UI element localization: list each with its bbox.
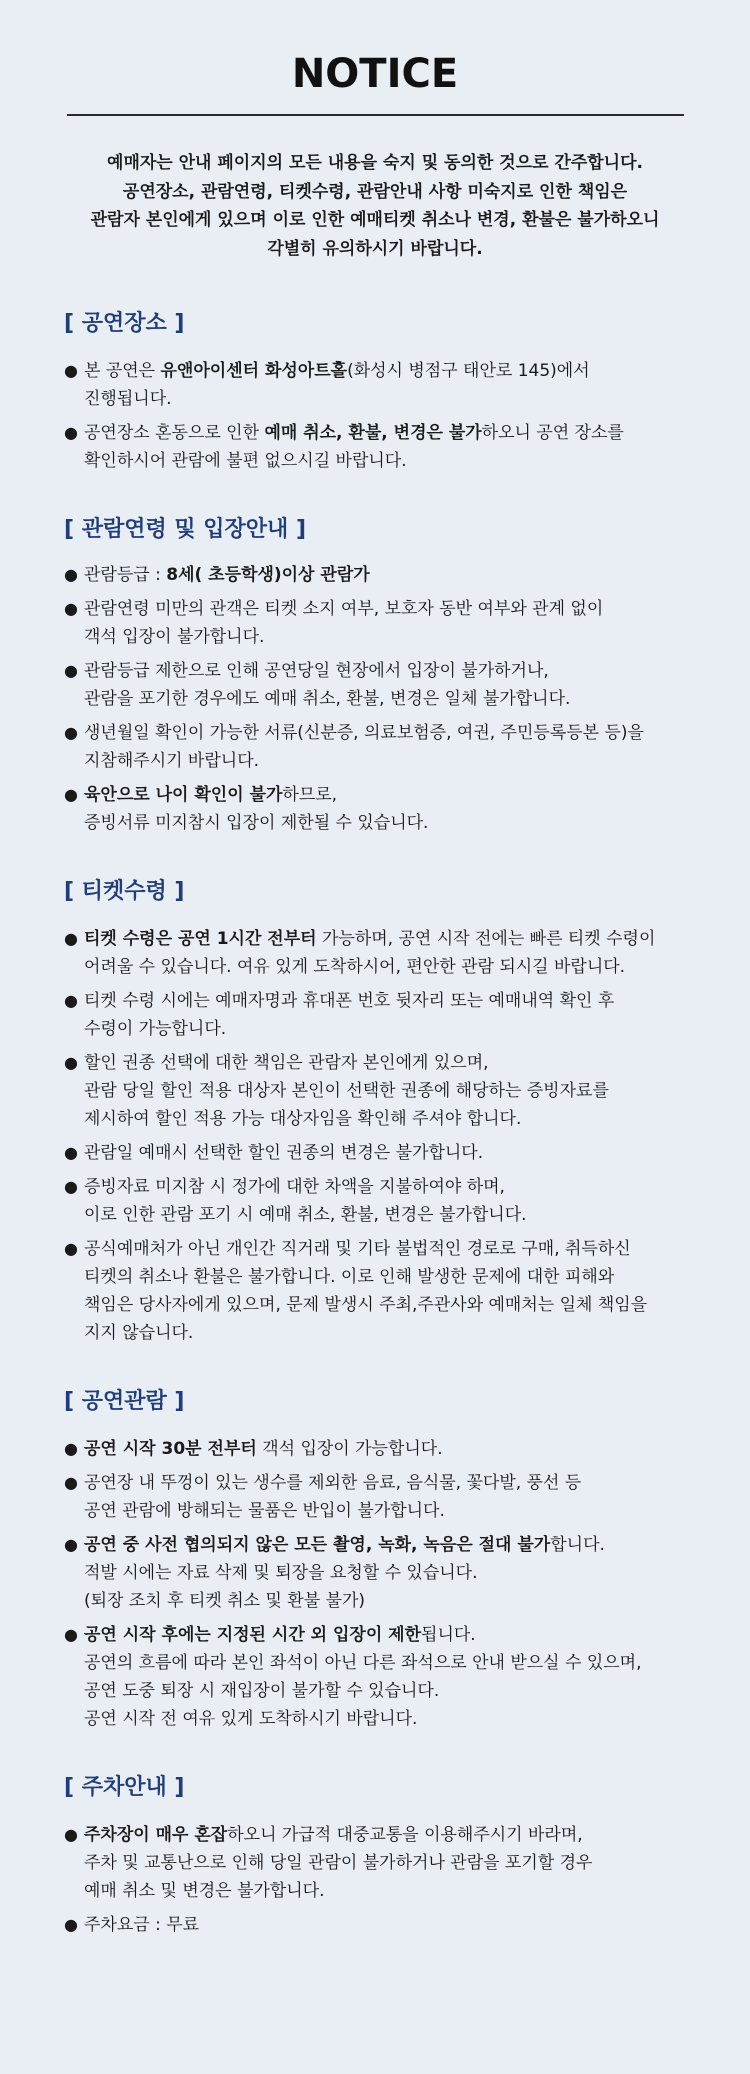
item-text: 관람 당일 할인 적용 대상자 본인이 선택한 권종에 해당하는 증빙자료를 — [84, 1081, 609, 1101]
item-line — [84, 1705, 710, 1733]
list-item — [64, 595, 710, 651]
item-text: 공연장소 혼동으로 인한 — [84, 423, 265, 443]
section-title: [ 공연장소 ] — [64, 311, 185, 336]
item-line — [84, 657, 710, 685]
item-text: 공연 도중 퇴장 시 재입장이 불가할 수 있습니다. — [84, 1681, 440, 1701]
item-text: 확인하시어 관람에 불편 없으시길 바랍니다. — [84, 451, 407, 471]
section-parking — [64, 1773, 710, 1939]
item-line — [84, 1235, 710, 1263]
item-text: 하오니 가급적 대중교통을 이용해주시기 바라며, — [227, 1825, 583, 1845]
item-line — [84, 1173, 710, 1201]
item-text: 관람을 포기한 경우에도 예매 취소, 환불, 변경은 일체 불가합니다. — [84, 689, 571, 709]
title-divider — [67, 114, 684, 116]
list-item — [64, 1821, 710, 1905]
bullet-icon: ● — [64, 423, 78, 442]
item-line — [84, 447, 710, 475]
bullet-icon: ● — [64, 1825, 78, 1844]
list-item — [64, 1435, 710, 1463]
item-line — [84, 1531, 710, 1559]
item-text: 공연 시작 전 여유 있게 도착하시기 바랍니다. — [84, 1709, 418, 1729]
item-text: 공연의 흐름에 따라 본인 좌석이 아닌 다른 좌석으로 안내 받으실 수 있으며, — [84, 1653, 642, 1673]
list-item — [64, 1173, 710, 1229]
bullet-icon: ● — [64, 1239, 78, 1258]
item-line — [84, 1497, 710, 1525]
notice-list — [64, 1821, 710, 1939]
emphasis-text: 8세( 초등학생)이상 관람가 — [166, 565, 370, 585]
item-text: 하오니 공연 장소를 — [481, 423, 624, 443]
notice-list — [64, 925, 710, 1347]
item-text: 할인 권종 선택에 대한 책임은 관람자 본인에게 있으며, — [84, 1053, 489, 1073]
item-line — [84, 1559, 710, 1587]
section-title: [ 공연관람 ] — [64, 1389, 185, 1414]
item-text: 수령이 가능합니다. — [84, 1019, 227, 1039]
item-line — [84, 809, 710, 837]
item-line — [84, 1677, 710, 1705]
item-text: 지참해주시기 바랍니다. — [84, 751, 260, 771]
list-item — [64, 987, 710, 1043]
item-line — [84, 781, 710, 809]
notice-list — [64, 1435, 710, 1733]
item-text: 티켓 수령 시에는 예매자명과 휴대폰 번호 뒷자리 또는 예매내역 확인 후 — [84, 991, 615, 1011]
bullet-icon: ● — [64, 1439, 78, 1458]
emphasis-text: 공연 시작 후에는 지정된 시간 외 입장이 제한 — [84, 1625, 422, 1645]
item-line — [84, 1877, 710, 1905]
item-text: 예매 취소 및 변경은 불가합니다. — [84, 1881, 325, 1901]
bullet-icon: ● — [64, 1915, 78, 1934]
list-item — [64, 1469, 710, 1525]
item-text: 관람연령 미만의 관객은 티켓 소지 여부, 보호자 동반 여부와 관계 없이 — [84, 599, 604, 619]
item-line — [84, 1015, 710, 1043]
item-line — [84, 419, 710, 447]
item-line — [84, 747, 710, 775]
item-line — [84, 1469, 710, 1497]
item-line — [84, 1319, 710, 1347]
item-line — [84, 1291, 710, 1319]
item-text: 진행됩니다. — [84, 389, 172, 409]
item-text: 객석 입장이 가능합니다. — [256, 1439, 443, 1459]
item-text: 가능하며, 공연 시작 전에는 빠른 티켓 수령이 — [316, 929, 656, 949]
section-title: [ 주차안내 ] — [64, 1775, 185, 1800]
item-text: 하므로, — [282, 785, 338, 805]
item-text: 주차요금 : 무료 — [84, 1915, 200, 1935]
item-text: (퇴장 조치 후 티켓 취소 및 환불 불가) — [84, 1591, 365, 1611]
item-text: 책임은 당사자에게 있으며, 문제 발생시 주최,주관사와 예매처는 일체 책임을 — [84, 1295, 648, 1315]
list-item — [64, 357, 710, 413]
item-text: 공연 관람에 방해되는 물품은 반입이 불가합니다. — [84, 1501, 445, 1521]
section-age-admission — [64, 515, 710, 837]
bullet-icon: ● — [64, 785, 78, 804]
item-line — [84, 1621, 710, 1649]
list-item — [64, 1235, 710, 1347]
bullet-icon: ● — [64, 1053, 78, 1072]
emphasis-text: 예매 취소, 환불, 변경은 불가 — [264, 423, 482, 443]
item-text: 제시하여 할인 적용 가능 대상자임을 확인해 주셔야 합니다. — [84, 1109, 522, 1129]
notice-sections — [0, 309, 750, 1939]
bullet-icon: ● — [64, 723, 78, 742]
bullet-icon: ● — [64, 1535, 78, 1554]
item-text: 관람일 예매시 선택한 할인 권종의 변경은 불가합니다. — [84, 1143, 484, 1163]
item-line — [84, 1435, 710, 1463]
notice-list — [64, 357, 710, 475]
intro-line: 공연장소, 관람연령, 티켓수령, 관람안내 사항 미숙지로 인한 책임은 — [122, 181, 628, 202]
item-line — [84, 595, 710, 623]
item-line — [84, 1587, 710, 1615]
item-line — [84, 1821, 710, 1849]
item-text: 됩니다. — [421, 1625, 476, 1645]
item-text: 주차 및 교통난으로 인해 당일 관람이 불가하거나 관람을 포기할 경우 — [84, 1853, 593, 1873]
list-item — [64, 419, 710, 475]
section-viewing — [64, 1387, 710, 1733]
item-text: 적발 시에는 자료 삭제 및 퇴장을 요청할 수 있습니다. — [84, 1563, 478, 1583]
item-line — [84, 561, 710, 589]
item-text: 이로 인한 관람 포기 시 예매 취소, 환불, 변경은 불가합니다. — [84, 1205, 527, 1225]
item-text: 관람등급 제한으로 인해 공연당일 현장에서 입장이 불가하거나, — [84, 661, 549, 681]
intro-line: 각별히 유의하시기 바랍니다. — [267, 238, 483, 259]
item-text: 생년월일 확인이 가능한 서류(신분증, 의료보험증, 여권, 주민등록등본 등)을 — [84, 723, 644, 743]
item-text: 본 공연은 — [84, 361, 161, 381]
page-title: NOTICE — [291, 51, 459, 97]
item-text: 지지 않습니다. — [84, 1323, 194, 1343]
item-line — [84, 685, 710, 713]
item-line — [84, 987, 710, 1015]
item-text: 증빙서류 미지참시 입장이 제한될 수 있습니다. — [84, 813, 429, 833]
list-item — [64, 561, 710, 589]
section-venue — [64, 309, 710, 475]
item-line — [84, 1139, 710, 1167]
bullet-icon: ● — [64, 1625, 78, 1644]
item-text: 공식예매처가 아닌 개인간 직거래 및 기타 불법적인 경로로 구매, 취득하신 — [84, 1239, 631, 1259]
notice-list — [64, 561, 710, 837]
emphasis-text: 육안으로 나이 확인이 불가 — [84, 785, 283, 805]
list-item — [64, 1621, 710, 1733]
item-text: 관람등급 : — [84, 565, 167, 585]
emphasis-text: 주차장이 매우 혼잡 — [84, 1825, 228, 1845]
list-item — [64, 719, 710, 775]
item-line — [84, 385, 710, 413]
item-line — [84, 1049, 710, 1077]
item-text: 증빙자료 미지참 시 정가에 대한 차액을 지불하여야 하며, — [84, 1177, 505, 1197]
intro-line: 관람자 본인에게 있으며 이로 인한 예매티켓 취소나 변경, 환불은 불가하오니 — [90, 210, 660, 230]
list-item — [64, 925, 710, 981]
section-title: [ 관람연령 및 입장안내 ] — [64, 517, 307, 542]
item-text: 티켓의 취소나 환불은 불가합니다. 이로 인해 발생한 문제에 대한 피해와 — [84, 1267, 615, 1287]
section-title: [ 티켓수령 ] — [64, 879, 185, 904]
item-line — [84, 719, 710, 747]
item-text: (화성시 병점구 태안로 145)에서 — [347, 361, 590, 381]
emphasis-text: 유앤아이센터 화성아트홀 — [160, 361, 348, 381]
item-line — [84, 1263, 710, 1291]
bullet-icon: ● — [64, 991, 78, 1010]
item-line — [84, 1849, 710, 1877]
emphasis-text: 공연 중 사전 협의되지 않은 모든 촬영, 녹화, 녹음은 절대 불가 — [84, 1535, 551, 1555]
item-text: 합니다. — [550, 1535, 605, 1555]
bullet-icon: ● — [64, 929, 78, 948]
item-text: 객석 입장이 불가합니다. — [84, 627, 265, 647]
item-text: 어려울 수 있습니다. 여유 있게 도착하시어, 편안한 관람 되시길 바랍니다. — [84, 957, 626, 977]
item-line — [84, 953, 710, 981]
list-item — [64, 781, 710, 837]
item-text: 공연장 내 뚜껑이 있는 생수를 제외한 음료, 음식물, 꽃다발, 풍선 등 — [84, 1473, 582, 1493]
item-line — [84, 357, 710, 385]
list-item — [64, 1049, 710, 1133]
list-item — [64, 1911, 710, 1939]
item-line — [84, 1201, 710, 1229]
item-line — [84, 1911, 710, 1939]
bullet-icon: ● — [64, 599, 78, 618]
list-item — [64, 657, 710, 713]
bullet-icon: ● — [64, 1143, 78, 1162]
item-line — [84, 925, 710, 953]
item-line — [84, 1105, 710, 1133]
list-item — [64, 1531, 710, 1615]
item-line — [84, 623, 710, 651]
intro-notice — [0, 149, 750, 263]
bullet-icon: ● — [64, 661, 78, 680]
section-ticket-pickup — [64, 877, 710, 1347]
bullet-icon: ● — [64, 361, 78, 380]
item-line — [84, 1649, 710, 1677]
emphasis-text: 티켓 수령은 공연 1시간 전부터 — [84, 929, 317, 949]
intro-line: 예매자는 안내 페이지의 모든 내용을 숙지 및 동의한 것으로 간주합니다. — [107, 153, 643, 173]
item-line — [84, 1077, 710, 1105]
bullet-icon: ● — [64, 1473, 78, 1492]
bullet-icon: ● — [64, 565, 78, 584]
list-item — [64, 1139, 710, 1167]
emphasis-text: 공연 시작 30분 전부터 — [84, 1439, 257, 1459]
bullet-icon: ● — [64, 1177, 78, 1196]
